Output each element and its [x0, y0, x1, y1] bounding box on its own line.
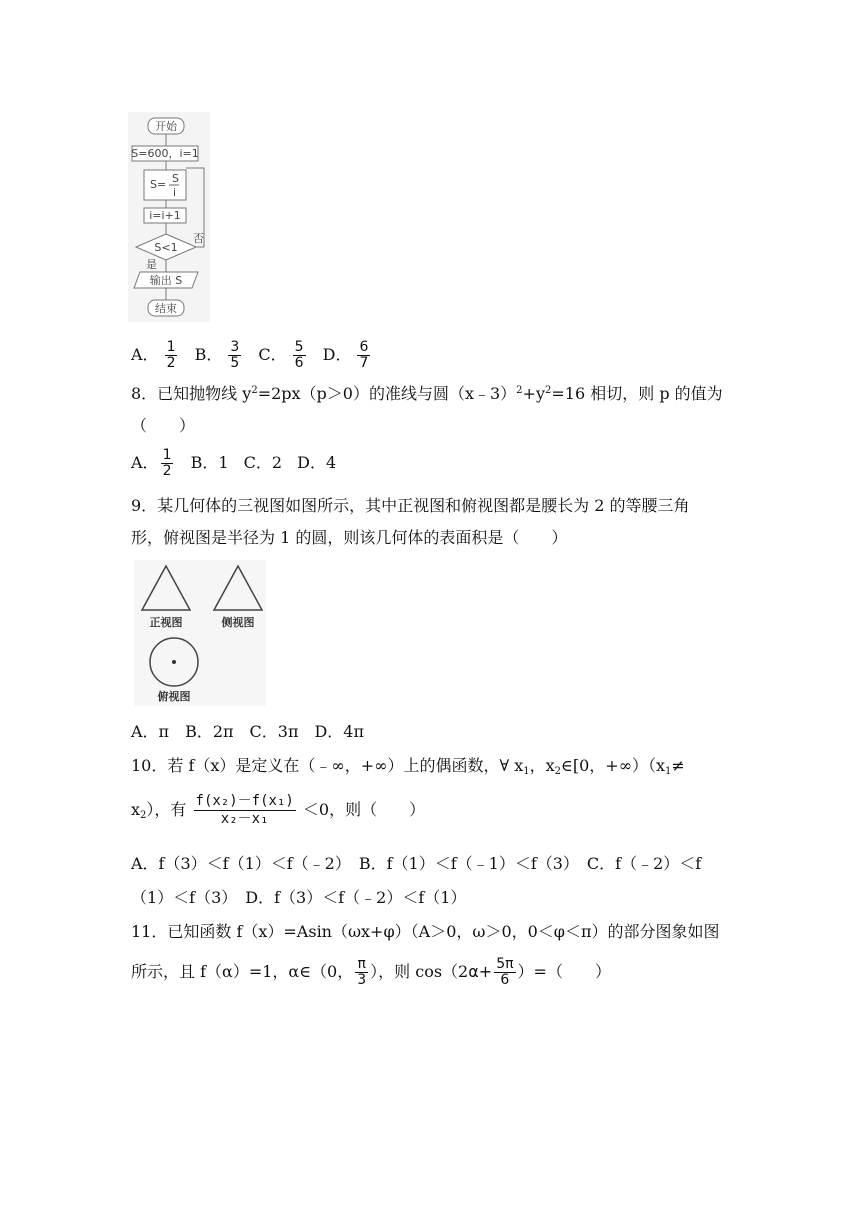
flowchart-end-text: 结束	[155, 302, 177, 315]
q8-line-2: （ ）	[131, 416, 196, 435]
q9-line-1: 9．某几何体的三视图如图所示，其中正视图和俯视图都是腰长为 2 的等腰三角	[131, 496, 690, 515]
q7-options	[131, 340, 372, 371]
q11-five-pi-over-6: $\frac{5\pi}{6}$	[496, 956, 514, 988]
q7-option-a: A． $\frac{1}{2}$	[131, 339, 176, 371]
flowchart-no-label: 否	[193, 232, 204, 245]
front-view-label: 正视图	[149, 616, 183, 629]
q10-options-line-2: （1）＜f（3） D．f（3）＜f（﹣2）＜f（1）	[131, 888, 467, 907]
flowchart-init-text: S=600，i=1	[131, 147, 199, 160]
q7-option-d: D． $\frac{6}{7}$	[322, 339, 369, 371]
q7-option-b: B． $\frac{3}{5}$	[194, 339, 240, 371]
q10-options-line-1: A．f（3）＜f（1）＜f（﹣2） B．f（1）＜f（﹣1）＜f（3） C．f（﹣2）＜f	[131, 854, 702, 873]
three-views-figure	[134, 560, 266, 706]
flowchart-yes-label: 是	[146, 258, 157, 271]
q11-pi-over-3: $\frac{\pi}{3}$	[357, 956, 367, 988]
q8-option-b: B．1	[190, 453, 229, 472]
q9-options: A．π B．2π C．3π D．4π	[131, 722, 364, 741]
flowchart-assign-lhs: S=	[150, 178, 167, 191]
q10-fraction: $\frac{\text{f(x₂)－f(x₁)}}{\text{x₂－x₁}}$	[195, 793, 294, 827]
q8-option-a: A． $\frac{1}{2}$	[131, 447, 172, 479]
q10-line-2: $x_2$），有 $\frac{\text{f(x₂)－f(x₁)}}{\text{x₂－x₁}}$ ＜0，则（ ）	[131, 793, 426, 827]
top-view-label: 俯视图	[157, 690, 191, 703]
q7-option-c: C． $\frac{5}{6}$	[258, 339, 304, 371]
flowchart-condition-text: S<1	[154, 241, 178, 254]
flowchart-start-text: 开始	[155, 120, 177, 133]
flowchart-assign-den: i	[173, 186, 177, 199]
q9-line-2: 形，俯视图是半径为 1 的圆，则该几何体的表面积是（ ）	[131, 528, 568, 547]
flowchart-assign-num: S	[172, 172, 179, 185]
q8-line-1: 8．已知抛物线 $y^2=2px(p>0)$的准线与圆$(x﹣3)^2+y^2=16$ 相切，则 p 的值为	[131, 384, 723, 403]
q10-line-1: 10．若 f（x）是定义在（﹣∞，+∞）上的偶函数，∀ $x_1$，$x_2\in[0$，$+\infty)(x_1\ne$	[131, 756, 685, 777]
top-view-center-dot	[172, 660, 176, 664]
side-view-label: 侧视图	[221, 616, 255, 629]
q11-line-2: 所示，且 f（α）=1，α∈（0， $\frac{\pi}{3}$ ），则 cos（2α+ $\frac{5\pi}{6}$ ）=（ ）	[131, 956, 611, 988]
q8-options	[131, 448, 336, 479]
q11-line-1: 11．已知函数 f（x）=Asin（ωx+φ）（A＞0，ω＞0，0＜φ＜π）的部分图象如图	[131, 922, 720, 941]
flowchart-increment-text: i=i+1	[149, 209, 181, 222]
flowchart-output-text: 输出 S	[149, 274, 183, 287]
q8-option-c: C．2	[243, 453, 283, 472]
q8-option-d: D．4	[297, 453, 337, 472]
flowchart-figure	[128, 112, 210, 322]
